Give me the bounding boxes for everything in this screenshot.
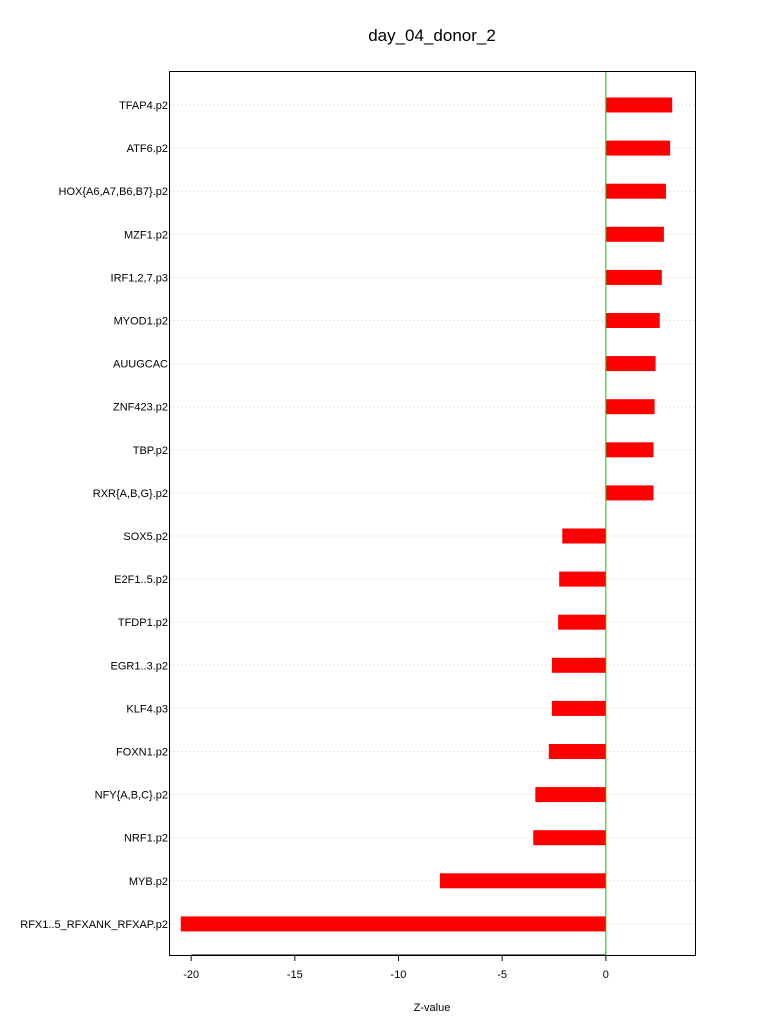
category-label: ZNF423.p2: [112, 401, 168, 414]
category-label: TFDP1.p2: [117, 617, 168, 630]
bar: [558, 615, 606, 630]
category-label: MYOD1.p2: [113, 315, 168, 328]
bar: [562, 529, 606, 544]
bar: [606, 184, 666, 199]
x-tick-label: -5: [497, 969, 508, 981]
category-label: RFX1..5_RFXANK_RFXAP.p2: [20, 918, 168, 931]
category-label: E2F1..5.p2: [114, 574, 168, 587]
bar: [440, 873, 606, 888]
category-label: NRF1.p2: [123, 832, 168, 845]
category-label: RXR{A,B,G}.p2: [92, 487, 168, 500]
bar: [606, 313, 660, 328]
bar: [181, 916, 606, 931]
x-tick-label: -15: [286, 969, 303, 981]
category-label: HOX{A6,A7,B6,B7}.p2: [58, 186, 168, 199]
bar: [549, 744, 606, 759]
category-label: KLF4.p3: [126, 703, 168, 716]
category-label: MZF1.p2: [123, 229, 168, 242]
x-axis-label: Z-value: [413, 1002, 451, 1014]
x-axis: [183, 955, 609, 981]
bar: [552, 658, 606, 673]
bars: [181, 98, 672, 932]
x-tick-label: -10: [390, 969, 407, 981]
category-label: AUUGCAC: [112, 358, 168, 371]
category-label: EGR1..3.p2: [110, 660, 168, 673]
category-label: TBP.p2: [132, 444, 168, 457]
x-tick-label: 0: [602, 969, 609, 981]
category-label: FOXN1.p2: [116, 746, 168, 759]
bar: [606, 270, 662, 285]
category-label: NFY{A,B,C}.p2: [94, 789, 168, 802]
bar: [606, 141, 670, 156]
bar: [606, 399, 655, 414]
category-label: ATF6.p2: [126, 143, 168, 156]
bar: [535, 787, 605, 802]
bar: [606, 227, 664, 242]
category-label: SOX5.p2: [123, 531, 168, 543]
chart-title: day_04_donor_2: [368, 26, 496, 45]
category-label: MYB.p2: [128, 875, 168, 888]
bar: [606, 356, 656, 371]
bar: [606, 485, 654, 500]
bar: [559, 572, 606, 587]
category-labels: [20, 100, 168, 931]
category-label: TFAP4.p2: [119, 100, 168, 112]
x-tick-label: -20: [183, 969, 200, 981]
plot-frame: [170, 72, 696, 956]
bar: [606, 442, 654, 457]
bar: [533, 830, 606, 845]
bar: [606, 98, 672, 113]
bar: [552, 701, 606, 716]
category-label: IRF1,2,7.p3: [110, 272, 168, 285]
